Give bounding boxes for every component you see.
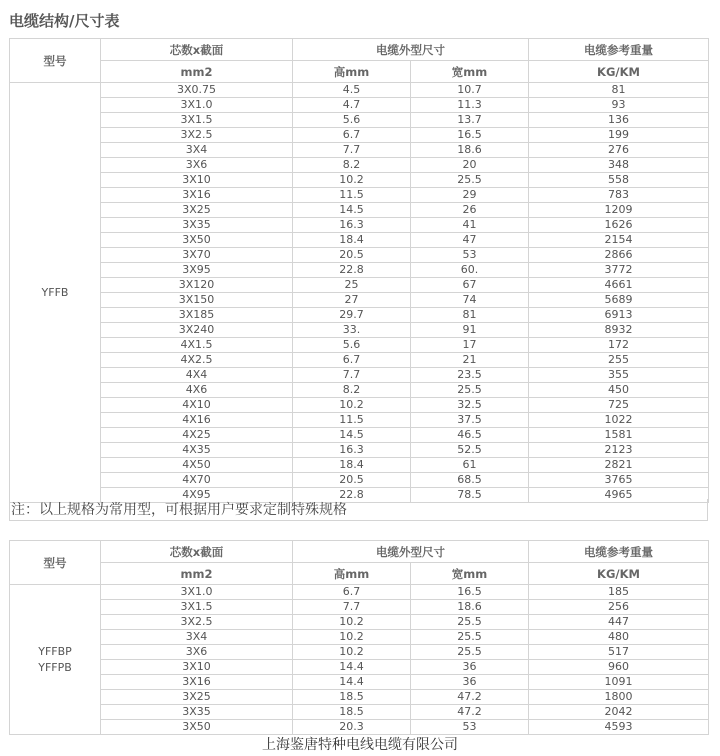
table-row	[10, 443, 709, 458]
weight-cell: 480	[529, 630, 709, 645]
weight-cell: 1800	[529, 690, 709, 705]
model-name: YFFBP	[38, 644, 72, 658]
width-cell: 23.5	[411, 368, 529, 383]
weight-cell: 3772	[529, 263, 709, 278]
width-cell: 46.5	[411, 428, 529, 443]
weight-cell: 450	[529, 383, 709, 398]
header-cores: 芯数x截面	[101, 541, 293, 563]
weight-cell: 5689	[529, 293, 709, 308]
height-cell: 7.7	[293, 368, 411, 383]
cores-cell: 3X16	[101, 675, 293, 690]
cores-cell: 4X70	[101, 473, 293, 488]
width-cell: 16.5	[411, 128, 529, 143]
width-cell: 16.5	[411, 585, 529, 600]
table-row	[10, 278, 709, 293]
height-cell: 10.2	[293, 615, 411, 630]
weight-cell: 725	[529, 398, 709, 413]
height-cell: 10.2	[293, 645, 411, 660]
width-cell: 25.5	[411, 173, 529, 188]
table-row	[10, 675, 709, 690]
width-cell: 41	[411, 218, 529, 233]
header-outer-dim: 电缆外型尺寸	[293, 541, 529, 563]
cores-cell: 4X50	[101, 458, 293, 473]
height-cell: 8.2	[293, 158, 411, 173]
table-row	[10, 83, 709, 98]
cores-cell: 4X4	[101, 368, 293, 383]
height-cell: 7.7	[293, 600, 411, 615]
cores-cell: 3X70	[101, 248, 293, 263]
spec-table-yffbp	[9, 540, 709, 735]
table-row	[10, 293, 709, 308]
table-row	[10, 188, 709, 203]
header-model: 型号	[10, 541, 101, 585]
weight-cell: 1022	[529, 413, 709, 428]
height-cell: 18.5	[293, 705, 411, 720]
cores-cell: 4X25	[101, 428, 293, 443]
table-row	[10, 323, 709, 338]
table-row	[10, 233, 709, 248]
header-cores-unit: mm2	[101, 61, 293, 83]
table-row	[10, 98, 709, 113]
table-row	[10, 645, 709, 660]
cores-cell: 3X0.75	[101, 83, 293, 98]
width-cell: 32.5	[411, 398, 529, 413]
cores-cell: 3X25	[101, 203, 293, 218]
table-row	[10, 128, 709, 143]
weight-cell: 517	[529, 645, 709, 660]
table-row	[10, 173, 709, 188]
cores-cell: 4X35	[101, 443, 293, 458]
width-cell: 67	[411, 278, 529, 293]
table-row	[10, 398, 709, 413]
weight-cell: 2154	[529, 233, 709, 248]
cores-cell: 3X2.5	[101, 615, 293, 630]
weight-cell: 4661	[529, 278, 709, 293]
cores-cell: 3X10	[101, 660, 293, 675]
weight-cell: 8932	[529, 323, 709, 338]
width-cell: 25.5	[411, 383, 529, 398]
cores-cell: 4X10	[101, 398, 293, 413]
header-height: 高mm	[293, 61, 411, 83]
height-cell: 6.7	[293, 585, 411, 600]
table-body	[10, 83, 709, 503]
table-body	[10, 585, 709, 735]
note-text: 注：以上规格为常用型，可根据用户要求定制特殊规格	[9, 499, 708, 521]
weight-cell: 348	[529, 158, 709, 173]
header-outer-dim: 电缆外型尺寸	[293, 39, 529, 61]
width-cell: 13.7	[411, 113, 529, 128]
height-cell: 20.3	[293, 720, 411, 735]
header-width: 宽mm	[411, 563, 529, 585]
header-cores: 芯数x截面	[101, 39, 293, 61]
height-cell: 18.4	[293, 458, 411, 473]
width-cell: 25.5	[411, 630, 529, 645]
height-cell: 22.8	[293, 488, 411, 503]
cores-cell: 3X10	[101, 173, 293, 188]
cores-cell: 3X1.5	[101, 600, 293, 615]
model-name: YFFPB	[38, 660, 72, 674]
weight-cell: 6913	[529, 308, 709, 323]
width-cell: 74	[411, 293, 529, 308]
spec-table-yffb	[9, 38, 709, 503]
cores-cell: 3X6	[101, 158, 293, 173]
height-cell: 10.2	[293, 173, 411, 188]
width-cell: 68.5	[411, 473, 529, 488]
table-row	[10, 615, 709, 630]
height-cell: 14.5	[293, 203, 411, 218]
cores-cell: 3X1.5	[101, 113, 293, 128]
height-cell: 22.8	[293, 263, 411, 278]
weight-cell: 256	[529, 600, 709, 615]
cores-cell: 3X185	[101, 308, 293, 323]
height-cell: 20.5	[293, 473, 411, 488]
height-cell: 16.3	[293, 218, 411, 233]
table-row	[10, 720, 709, 735]
cores-cell: 3X95	[101, 263, 293, 278]
table-row	[10, 203, 709, 218]
cores-cell: 4X16	[101, 413, 293, 428]
cores-cell: 4X95	[101, 488, 293, 503]
weight-cell: 2123	[529, 443, 709, 458]
table-row	[10, 248, 709, 263]
cores-cell: 4X6	[101, 383, 293, 398]
height-cell: 29.7	[293, 308, 411, 323]
height-cell: 6.7	[293, 128, 411, 143]
company-footer: 上海鉴唐特种电线电缆有限公司	[262, 737, 458, 753]
height-cell: 18.5	[293, 690, 411, 705]
table-row	[10, 308, 709, 323]
width-cell: 29	[411, 188, 529, 203]
header-model: 型号	[10, 39, 101, 83]
height-cell: 4.5	[293, 83, 411, 98]
width-cell: 26	[411, 203, 529, 218]
weight-cell: 172	[529, 338, 709, 353]
cores-cell: 3X50	[101, 233, 293, 248]
width-cell: 36	[411, 675, 529, 690]
cores-cell: 3X4	[101, 630, 293, 645]
height-cell: 14.5	[293, 428, 411, 443]
width-cell: 53	[411, 720, 529, 735]
cores-cell: 3X150	[101, 293, 293, 308]
weight-cell: 1209	[529, 203, 709, 218]
cores-cell: 3X4	[101, 143, 293, 158]
weight-cell: 1581	[529, 428, 709, 443]
height-cell: 16.3	[293, 443, 411, 458]
width-cell: 60.	[411, 263, 529, 278]
width-cell: 52.5	[411, 443, 529, 458]
table-row	[10, 383, 709, 398]
height-cell: 10.2	[293, 630, 411, 645]
height-cell: 5.6	[293, 338, 411, 353]
table-row	[10, 353, 709, 368]
cores-cell: 3X6	[101, 645, 293, 660]
height-cell: 11.5	[293, 413, 411, 428]
table-row	[10, 585, 709, 600]
weight-cell: 185	[529, 585, 709, 600]
weight-cell: 2866	[529, 248, 709, 263]
width-cell: 91	[411, 323, 529, 338]
table-row	[10, 218, 709, 233]
weight-cell: 255	[529, 353, 709, 368]
height-cell: 7.7	[293, 143, 411, 158]
weight-cell: 93	[529, 98, 709, 113]
header-height: 高mm	[293, 563, 411, 585]
header-weight-unit: KG/KM	[529, 563, 709, 585]
weight-cell: 2042	[529, 705, 709, 720]
height-cell: 14.4	[293, 675, 411, 690]
height-cell: 25	[293, 278, 411, 293]
cores-cell: 3X16	[101, 188, 293, 203]
width-cell: 47.2	[411, 690, 529, 705]
header-weight-unit: KG/KM	[529, 61, 709, 83]
table-row	[10, 428, 709, 443]
weight-cell: 355	[529, 368, 709, 383]
table-row	[10, 660, 709, 675]
table-row	[10, 705, 709, 720]
height-cell: 10.2	[293, 398, 411, 413]
height-cell: 5.6	[293, 113, 411, 128]
weight-cell: 4965	[529, 488, 709, 503]
table-row	[10, 158, 709, 173]
weight-cell: 783	[529, 188, 709, 203]
weight-cell: 558	[529, 173, 709, 188]
height-cell: 14.4	[293, 660, 411, 675]
table-row	[10, 113, 709, 128]
width-cell: 18.6	[411, 143, 529, 158]
header-width: 宽mm	[411, 61, 529, 83]
weight-cell: 4593	[529, 720, 709, 735]
page-title: 电缆结构/尺寸表	[9, 12, 120, 30]
model-cell	[10, 585, 101, 735]
cores-cell: 3X25	[101, 690, 293, 705]
weight-cell: 276	[529, 143, 709, 158]
height-cell: 18.4	[293, 233, 411, 248]
table-row	[10, 413, 709, 428]
width-cell: 37.5	[411, 413, 529, 428]
width-cell: 18.6	[411, 600, 529, 615]
model-cell	[10, 83, 101, 503]
table-row	[10, 630, 709, 645]
table-row	[10, 143, 709, 158]
width-cell: 25.5	[411, 645, 529, 660]
width-cell: 11.3	[411, 98, 529, 113]
weight-cell: 3765	[529, 473, 709, 488]
cores-cell: 4X1.5	[101, 338, 293, 353]
weight-cell: 1091	[529, 675, 709, 690]
cores-cell: 3X35	[101, 705, 293, 720]
table-row	[10, 473, 709, 488]
weight-cell: 2821	[529, 458, 709, 473]
width-cell: 53	[411, 248, 529, 263]
height-cell: 4.7	[293, 98, 411, 113]
width-cell: 47.2	[411, 705, 529, 720]
width-cell: 81	[411, 308, 529, 323]
weight-cell: 447	[529, 615, 709, 630]
table-row	[10, 458, 709, 473]
height-cell: 20.5	[293, 248, 411, 263]
table-row	[10, 368, 709, 383]
weight-cell: 1626	[529, 218, 709, 233]
cores-cell: 3X240	[101, 323, 293, 338]
table-row	[10, 338, 709, 353]
width-cell: 17	[411, 338, 529, 353]
table-row	[10, 600, 709, 615]
header-weight: 电缆参考重量	[529, 541, 709, 563]
height-cell: 33.	[293, 323, 411, 338]
weight-cell: 136	[529, 113, 709, 128]
cores-cell: 3X2.5	[101, 128, 293, 143]
width-cell: 10.7	[411, 83, 529, 98]
header-cores-unit: mm2	[101, 563, 293, 585]
cores-cell: 3X1.0	[101, 98, 293, 113]
weight-cell: 960	[529, 660, 709, 675]
height-cell: 8.2	[293, 383, 411, 398]
header-weight: 电缆参考重量	[529, 39, 709, 61]
cores-cell: 3X120	[101, 278, 293, 293]
cores-cell: 3X35	[101, 218, 293, 233]
width-cell: 36	[411, 660, 529, 675]
height-cell: 6.7	[293, 353, 411, 368]
cores-cell: 3X50	[101, 720, 293, 735]
width-cell: 61	[411, 458, 529, 473]
height-cell: 27	[293, 293, 411, 308]
cores-cell: 4X2.5	[101, 353, 293, 368]
width-cell: 47	[411, 233, 529, 248]
weight-cell: 81	[529, 83, 709, 98]
model-name: YFFB	[41, 285, 69, 299]
width-cell: 25.5	[411, 615, 529, 630]
cores-cell: 3X1.0	[101, 585, 293, 600]
table-row	[10, 690, 709, 705]
weight-cell: 199	[529, 128, 709, 143]
width-cell: 78.5	[411, 488, 529, 503]
width-cell: 20	[411, 158, 529, 173]
height-cell: 11.5	[293, 188, 411, 203]
table-row	[10, 263, 709, 278]
width-cell: 21	[411, 353, 529, 368]
